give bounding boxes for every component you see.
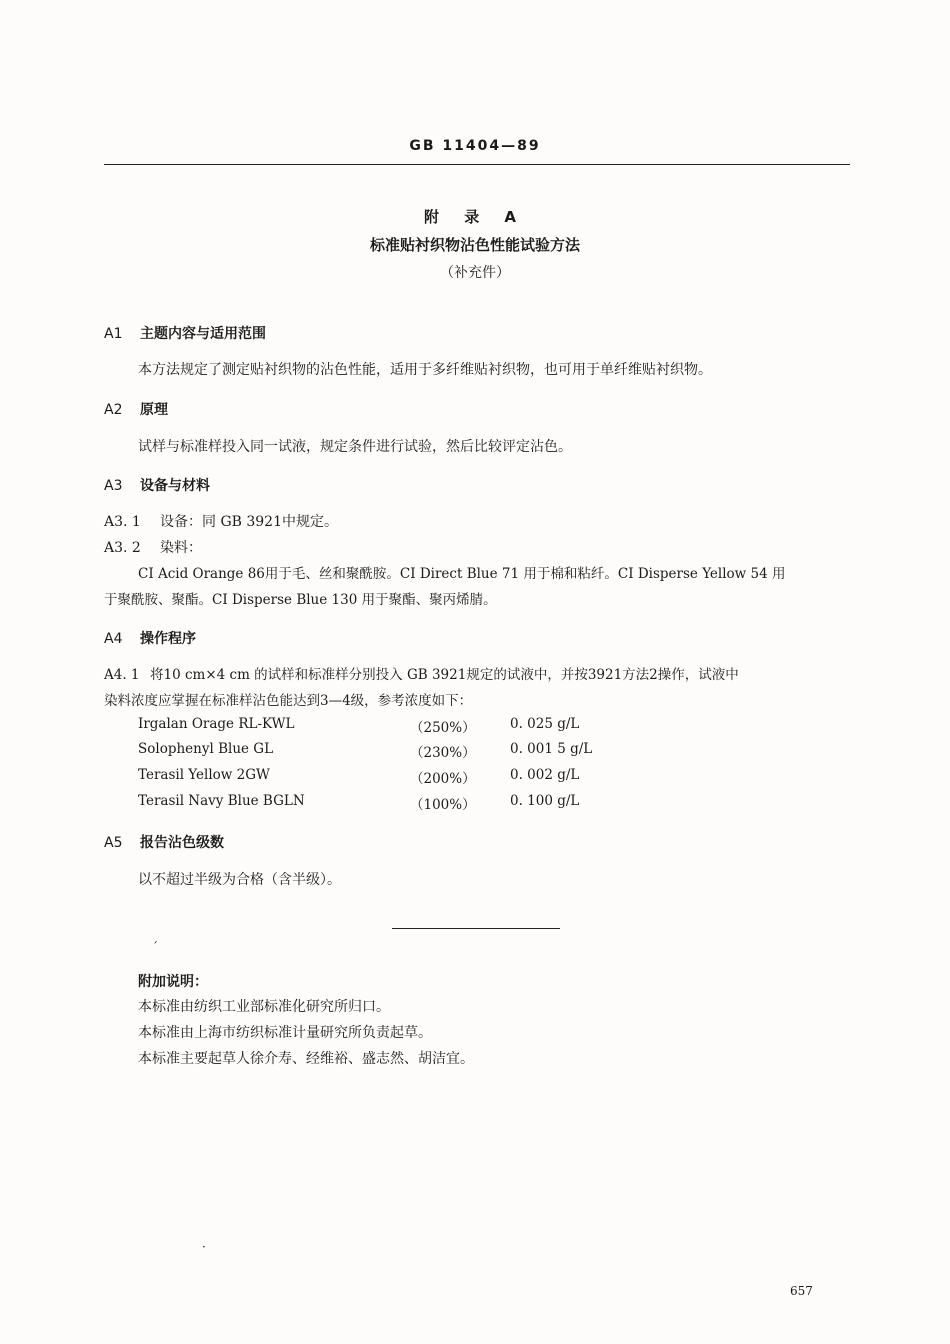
header-rule — [104, 164, 850, 165]
dye-row-name: Solophenyl Blue GL — [138, 741, 274, 757]
dye-row-pct: （250%） — [410, 720, 476, 736]
section-a4-1-line2: 染料浓度应掌握在标准样沾色能达到3—4级，参考浓度如下： — [104, 693, 473, 709]
section-title: 操作程序 — [140, 631, 196, 647]
appendix-title: 标准贴衬织物沾色性能试验方法 — [369, 236, 580, 254]
dye-row-name: Terasil Yellow 2GW — [138, 767, 270, 783]
section-a5-text: 以不超过半级为合格（含半级）。 — [138, 872, 341, 888]
subsection-number: A4. 1 — [104, 667, 140, 683]
dye-row-pct: （230%） — [410, 745, 476, 761]
section-a3-heading — [104, 475, 210, 495]
stray-mark: ˊ — [152, 940, 158, 954]
section-number: A1 — [104, 326, 123, 342]
section-a1-text: 本方法规定了测定贴衬织物的沾色性能，适用于多纤维贴衬织物，也可用于单纤维贴衬织物。 — [138, 362, 712, 378]
dye-row-pct: （200%） — [410, 771, 476, 787]
subsection-number: A3. 1 — [104, 514, 141, 530]
section-title: 设备与材料 — [140, 478, 210, 494]
subsection-number: A3. 2 — [104, 540, 141, 556]
end-rule — [392, 928, 560, 929]
stray-dot: · — [202, 1240, 206, 1254]
note-line: 本标准主要起草人徐介寿、经维裕、盛志然、胡洁宜。 — [138, 1051, 474, 1067]
dye-row-pct: （100%） — [410, 797, 476, 813]
dye-row-conc: 0. 002 g/L — [510, 767, 580, 783]
section-a2-heading — [104, 399, 168, 419]
subsection-text: 将10 cm×4 cm 的试样和标准样分别投入 GB 3921规定的试液中，并按3921方法2操作，试液中 — [150, 667, 739, 683]
section-number: A4 — [104, 631, 123, 647]
section-number: A3 — [104, 478, 123, 494]
section-a1-heading — [104, 323, 266, 343]
dye-row-conc: 0. 001 5 g/L — [510, 741, 593, 757]
note-line: 本标准由上海市纺织标准计量研究所负责起草。 — [138, 1025, 432, 1041]
section-a3-1 — [104, 512, 338, 532]
section-a5-heading — [104, 832, 224, 852]
dye-row-conc: 0. 025 g/L — [510, 716, 580, 732]
section-number: A2 — [104, 402, 123, 418]
section-a2-text: 试样与标准样投入同一试液，规定条件进行试验，然后比较评定沾色。 — [138, 439, 572, 455]
subsection-text: 染料： — [160, 540, 202, 556]
section-a4-heading — [104, 628, 196, 648]
dyes-line-2: 于聚酰胺、聚酯。CI Disperse Blue 130 用于聚酯、聚丙烯腈。 — [104, 592, 497, 608]
note-line: 本标准由纺织工业部标准化研究所归口。 — [138, 999, 390, 1015]
standard-code-header: GB 11404—89 — [409, 138, 541, 154]
section-a4-1-line1 — [104, 665, 739, 685]
section-number: A5 — [104, 835, 123, 851]
page-number: 657 — [790, 1284, 813, 1298]
section-a3-2 — [104, 538, 202, 558]
dye-row-conc: 0. 100 g/L — [510, 793, 580, 809]
dyes-line-1: CI Acid Orange 86用于毛、丝和聚酰胺。CI Direct Blue 71 用于棉和粘纤。CI Disperse Yellow 54 用 — [138, 566, 786, 582]
subsection-text: 设备：同 GB 3921中规定。 — [160, 514, 339, 530]
notes-heading: 附加说明： — [138, 974, 208, 990]
dye-row-name: Irgalan Orage RL-KWL — [138, 716, 295, 732]
dye-row-name: Terasil Navy Blue BGLN — [138, 793, 305, 809]
appendix-label: 附 录 A — [423, 208, 527, 226]
section-title: 报告沾色级数 — [140, 835, 224, 851]
section-title: 主题内容与适用范围 — [140, 326, 266, 342]
section-title: 原理 — [140, 402, 168, 418]
appendix-subtitle: （补充件） — [440, 265, 510, 281]
